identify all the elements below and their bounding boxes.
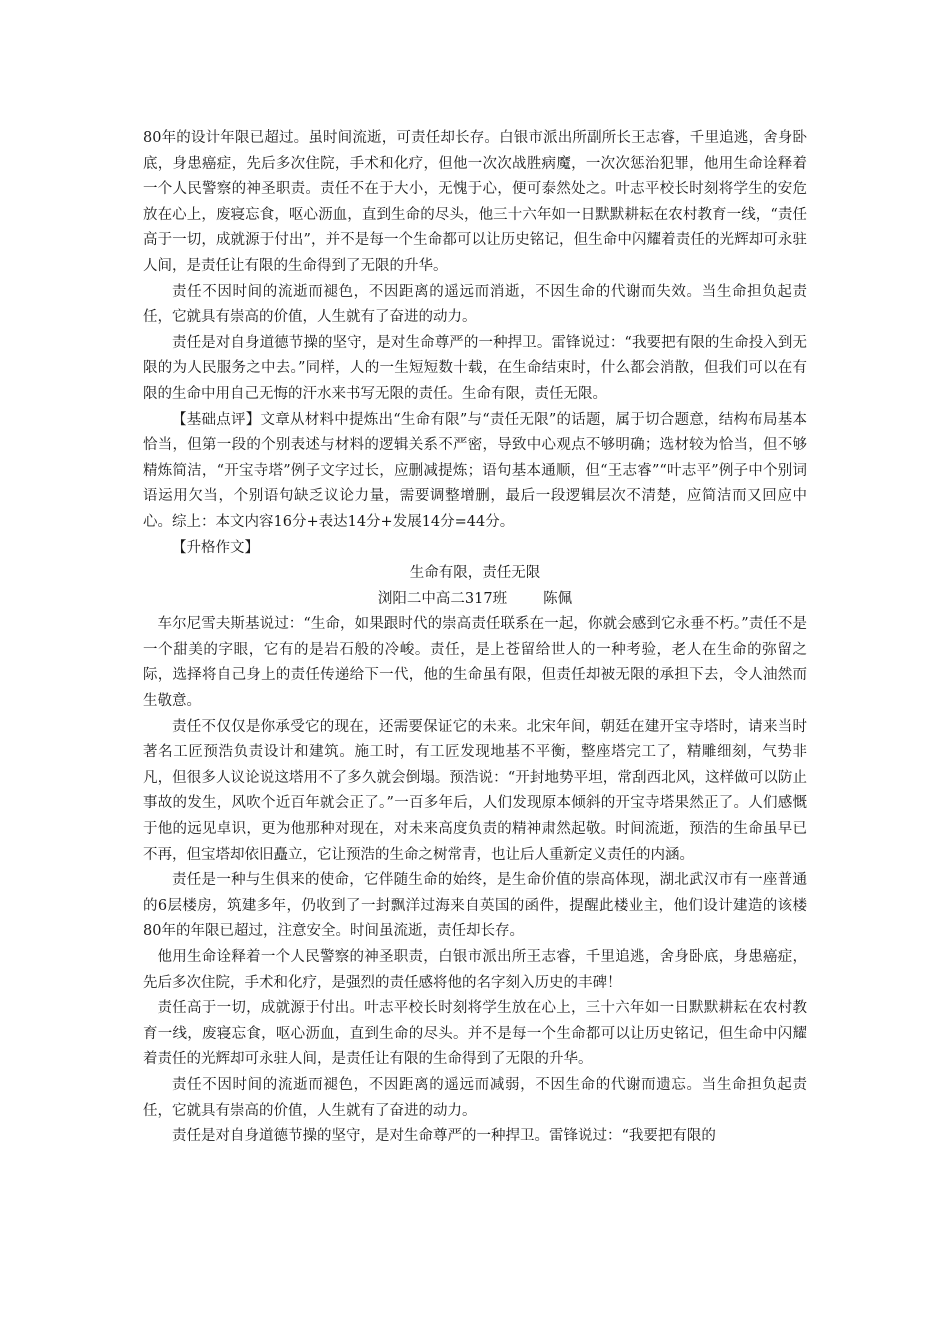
section-heading: 【升格作文】 xyxy=(172,539,259,556)
review-comment: 【基础点评】文章从材料中提炼出“生命有限”与“责任无限”的话题，属于切合题意，结构布局基本恰当，但第一段的个别表述与材料的逻辑关系不严密，导致中心观点不够明确；选材较为恰当，但不够精炼简洁，“开宝寺塔”例子文字过长，应删减提炼；语句基本通顺，但“王志睿”“叶志平”例子中个别词语运用欠当，个别语句缺乏议论力量，需要调整增删，最后一段逻辑层次不清楚，应简洁而又回应中心。综上：本文内容16分+表达14分+发展14分=44分。 xyxy=(143,411,807,530)
paragraph-12: 责任是对自身道德节操的坚守，是对生命尊严的一种捍卫。雷锋说过：“我要把有限的 xyxy=(172,1128,716,1145)
paragraph-1: 80年的设计年限已超过。虽时间流逝，可责任却长存。白银市派出所副所长王志睿，千里追逃，舍身卧底，身患癌症，先后多次住院，手术和化疗，但他一次次战胜病魔，一次次惩治犯罪，他用生命诠释着一个人民警察的神圣职责。责任不在于大小，无愧于心，便可泰然处之。叶志平校长时刻将学生的安危放在心上，废寝忘食，呕心沥血，直到生命的尽头，他三十六年如一日默默耕耘在农村教育一线，“责任高于一切，成就源于付出”，并不是每一个生命都可以让历史铭记，但生命中闪耀着责任的光辉却可永驻人间，是责任让有限的生命得到了无限的升华。 xyxy=(143,130,807,274)
paragraph-10: 责任高于一切，成就源于付出。叶志平校长时刻将学生放在心上，三十六年如一日默默耕耘在农村教育一线，废寝忘食，呕心沥血，直到生命的尽头。并不是每一个生命都可以让历史铭记，但生命中闪耀着责任的光辉却可永驻人间，是责任让有限的生命得到了无限的升华。 xyxy=(143,1000,807,1068)
author-school: 浏阳二中高二317班 xyxy=(377,590,508,607)
paragraph-3: 责任是对自身道德节操的坚守，是对生命尊严的一种捍卫。雷锋说过：“我要把有限的生命投入到无限的为人民服务之中去。”同样，人的一生短短数十载，在生命结束时，什么都会消散，但我们可以在有限的生命中用自己无悔的汗水来书写无限的责任。生命有限，责任无限。 xyxy=(143,334,807,402)
document-page xyxy=(143,126,807,1150)
paragraph-8: 责任是一种与生俱来的使命，它伴随生命的始终，是生命价值的崇高体现，湖北武汉市有一座普通的6层楼房，筑建多年，仍收到了一封飘洋过海来自英国的函件，提醒此楼业主，他们设计建造的该楼80年的年限已超过，注意安全。时间虽流逝，责任却长存。 xyxy=(143,872,807,940)
author-name: 陈佩 xyxy=(543,590,573,607)
essay-title: 生命有限，责任无限 xyxy=(409,565,541,582)
paragraph-11: 责任不因时间的流逝而褪色，不因距离的遥远而减弱，不因生命的代谢而遗忘。当生命担负起责任，它就具有崇高的价值，人生就有了奋进的动力。 xyxy=(143,1076,807,1119)
paragraph-9: 他用生命诠释着一个人民警察的神圣职责，白银市派出所王志睿，千里追逃，舍身卧底，身患癌症，先后多次住院，手术和化疗，是强烈的责任感将他的名字刻入历史的丰碑！ xyxy=(143,949,807,991)
paragraph-7: 责任不仅仅是你承受它的现在，还需要保证它的未来。北宋年间，朝廷在建开宝寺塔时，请来当时著名工匠预浩负责设计和建筑。施工时，有工匠发现地基不平衡，整座塔完工了，精雕细刻，气势非凡，但很多人议论说这塔用不了多久就会倒塌。预浩说：“开封地势平坦，常刮西北风，这样做可以防止事故的发生，风吹个近百年就会正了。”一百多年后，人们发现原本倾斜的开宝寺塔果然正了。人们感慨于他的远见卓识，更为他那种对现在，对未来高度负责的精神肃然起敬。时间流逝，预浩的生命虽早已不再，但宝塔却依旧矗立，它让预浩的生命之树常青，也让后人重新定义责任的内涵。 xyxy=(143,718,807,863)
paragraph-2: 责任不因时间的流逝而褪色，不因距离的遥远而消逝，不因生命的代谢而失效。当生命担负起责任，它就具有崇高的价值，人生就有了奋进的动力。 xyxy=(143,283,807,326)
paragraph-6: 车尔尼雪夫斯基说过：“生命，如果跟时代的崇高责任联系在一起，你就会感到它永垂不朽。”责任不是一个甜美的字眼，它有的是岩石般的冷峻。责任，是上苍留给世人的一种考验，老人在生命的弥留之际，选择将自己身上的责任传递给下一代，他的生命虽有限，但责任却被无限的承担下去，令人油然而生敬意。 xyxy=(143,616,807,710)
essay-author-line xyxy=(143,587,807,613)
